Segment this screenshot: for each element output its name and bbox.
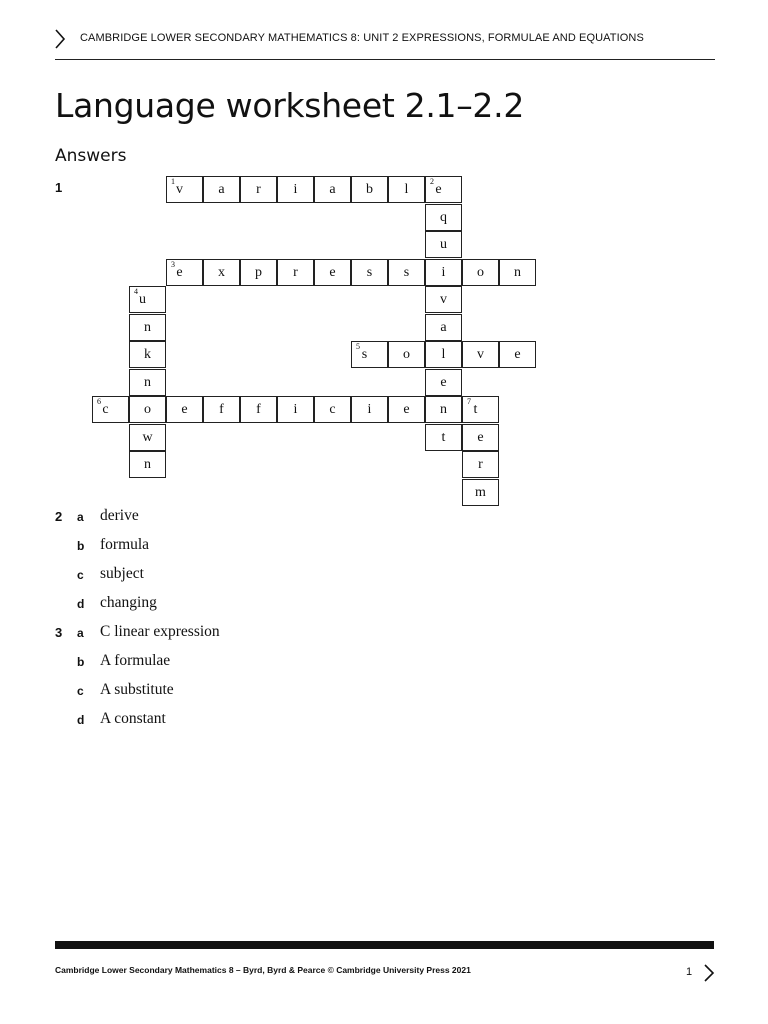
crossword-cell [129,314,166,341]
crossword-cell [499,341,536,368]
crossword-cell [314,259,351,286]
crossword-cell [129,424,166,451]
crossword-cell [388,259,425,286]
crossword-letter: e [181,401,188,417]
crossword-cell [351,341,388,368]
crossword-cell [203,176,240,203]
crossword-letter: v [477,346,484,362]
crossword-letter: i [441,264,446,280]
crossword-cell [240,259,277,286]
crossword-cell [129,341,166,368]
crossword-clue-number: 1 [171,177,175,186]
crossword-cell [277,259,314,286]
crossword-cell [203,259,240,286]
crossword-letter: p [255,264,262,280]
crossword-letter: u [440,236,447,252]
crossword-cell [166,259,203,286]
question-3d-answer: A constant [100,710,166,727]
crossword-cell [425,176,462,203]
crossword-clue-number: 5 [356,342,360,351]
crossword-letter: r [478,456,483,472]
crossword-letter: e [403,401,410,417]
crossword-cell [462,396,499,423]
crossword-letter: c [102,401,109,417]
crossword-letter: e [329,264,336,280]
crossword-cell [351,176,388,203]
crossword-cell [240,396,277,423]
question-3c-answer: A substitute [100,681,174,698]
crossword-clue-number: 4 [134,287,138,296]
crossword-letter: t [441,429,446,445]
question-3d-letter: d [77,713,85,727]
crossword-letter: i [367,401,372,417]
question-2b-letter: b [77,539,85,553]
crossword-letter: w [142,429,153,445]
crossword-cell [425,314,462,341]
crossword-letter: f [219,401,224,417]
question-3b-letter: b [77,655,85,669]
crossword-cell [425,341,462,368]
crossword-cell [166,396,203,423]
crossword-cell [240,176,277,203]
crossword-letter: e [477,429,484,445]
question-2c-answer: subject [100,565,144,582]
question-2a-letter: a [77,510,84,524]
crossword-cell [129,451,166,478]
chevron-right-icon [52,28,68,50]
question-3b-answer: A formulae [100,652,171,669]
crossword-cell [166,176,203,203]
crossword-cell [277,176,314,203]
crossword-letter: a [440,319,447,335]
crossword-cell [314,396,351,423]
crossword-letter: e [176,264,183,280]
question-3c-letter: c [77,684,84,698]
crossword-letter: m [475,484,486,500]
question-2d-answer: changing [100,594,157,611]
crossword-letter: c [329,401,336,417]
crossword-letter: b [366,181,373,197]
crossword-letter: q [440,209,447,225]
crossword-clue-number: 3 [171,260,175,269]
crossword-letter: n [514,264,521,280]
crossword-letter: i [293,401,298,417]
crossword-letter: l [441,346,446,362]
crossword-cell [425,424,462,451]
crossword-cell [425,204,462,231]
crossword-letter: k [144,346,151,362]
crossword-cell [351,396,388,423]
crossword-letter: a [218,181,225,197]
crossword-letter: n [144,456,151,472]
crossword-cell [462,451,499,478]
question-3-number: 3 [55,625,63,640]
crossword-letter: r [293,264,298,280]
crossword-letter: s [366,264,373,280]
crossword-letter: l [404,181,409,197]
crossword-cell [129,369,166,396]
question-2-number: 2 [55,509,63,524]
crossword-cell [425,396,462,423]
footer-bar [55,941,714,949]
crossword-cell [129,286,166,313]
question-2d-letter: d [77,597,85,611]
crossword-letter: f [256,401,261,417]
crossword-letter: s [361,346,368,362]
crossword-cell [462,341,499,368]
crossword-letter: o [144,401,151,417]
crossword-clue-number: 6 [97,397,101,406]
crossword-cell [425,286,462,313]
page-number: 1 [686,966,693,978]
crossword-letter: u [139,291,146,307]
question-3a-answer: C linear expression [100,623,220,640]
crossword-letter: s [403,264,410,280]
crossword-cell [351,259,388,286]
crossword-letter: i [293,181,298,197]
page-title: Language worksheet 2.1–2.2 [55,86,525,125]
crossword-letter: o [403,346,410,362]
crossword-cell [92,396,129,423]
question-3a-letter: a [77,626,84,640]
crossword-cell [462,424,499,451]
question-1-number: 1 [55,180,63,195]
crossword-cell [425,259,462,286]
question-2b-answer: formula [100,536,150,553]
crossword-letter: n [144,319,151,335]
crossword-cell [462,259,499,286]
crossword-letter: n [144,374,151,390]
crossword-clue-number: 2 [430,177,434,186]
crossword-cell [388,341,425,368]
running-header: CAMBRIDGE LOWER SECONDARY MATHEMATICS 8: UNIT 2 EXPRESSIONS, FORMULAE AND EQUATIONS [80,32,644,44]
crossword-letter: v [440,291,447,307]
crossword-cell [499,259,536,286]
crossword-cell [462,479,499,506]
crossword-letter: x [218,264,225,280]
crossword-cell [314,176,351,203]
crossword-cell [388,176,425,203]
crossword-letter: e [435,181,442,197]
footer-copyright: Cambridge Lower Secondary Mathematics 8 – Byrd, Byrd & Pearce © Cambridge University Press 2021 [55,965,471,975]
crossword-letter: e [440,374,447,390]
crossword-letter: n [440,401,447,417]
crossword-letter: e [514,346,521,362]
page-subtitle: Answers [55,146,127,166]
crossword-letter: r [256,181,261,197]
chevron-right-icon [702,963,716,983]
question-2a-answer: derive [100,507,139,524]
crossword-letter: o [477,264,484,280]
crossword-cell [277,396,314,423]
crossword-cell [203,396,240,423]
crossword-cell [425,369,462,396]
crossword-cell [425,231,462,258]
question-2c-letter: c [77,568,84,582]
crossword-letter: v [176,181,183,197]
crossword-clue-number: 7 [467,397,471,406]
crossword-cell [388,396,425,423]
crossword-cell [129,396,166,423]
crossword-letter: a [329,181,336,197]
header-rule [55,59,715,60]
crossword-letter: t [473,401,478,417]
